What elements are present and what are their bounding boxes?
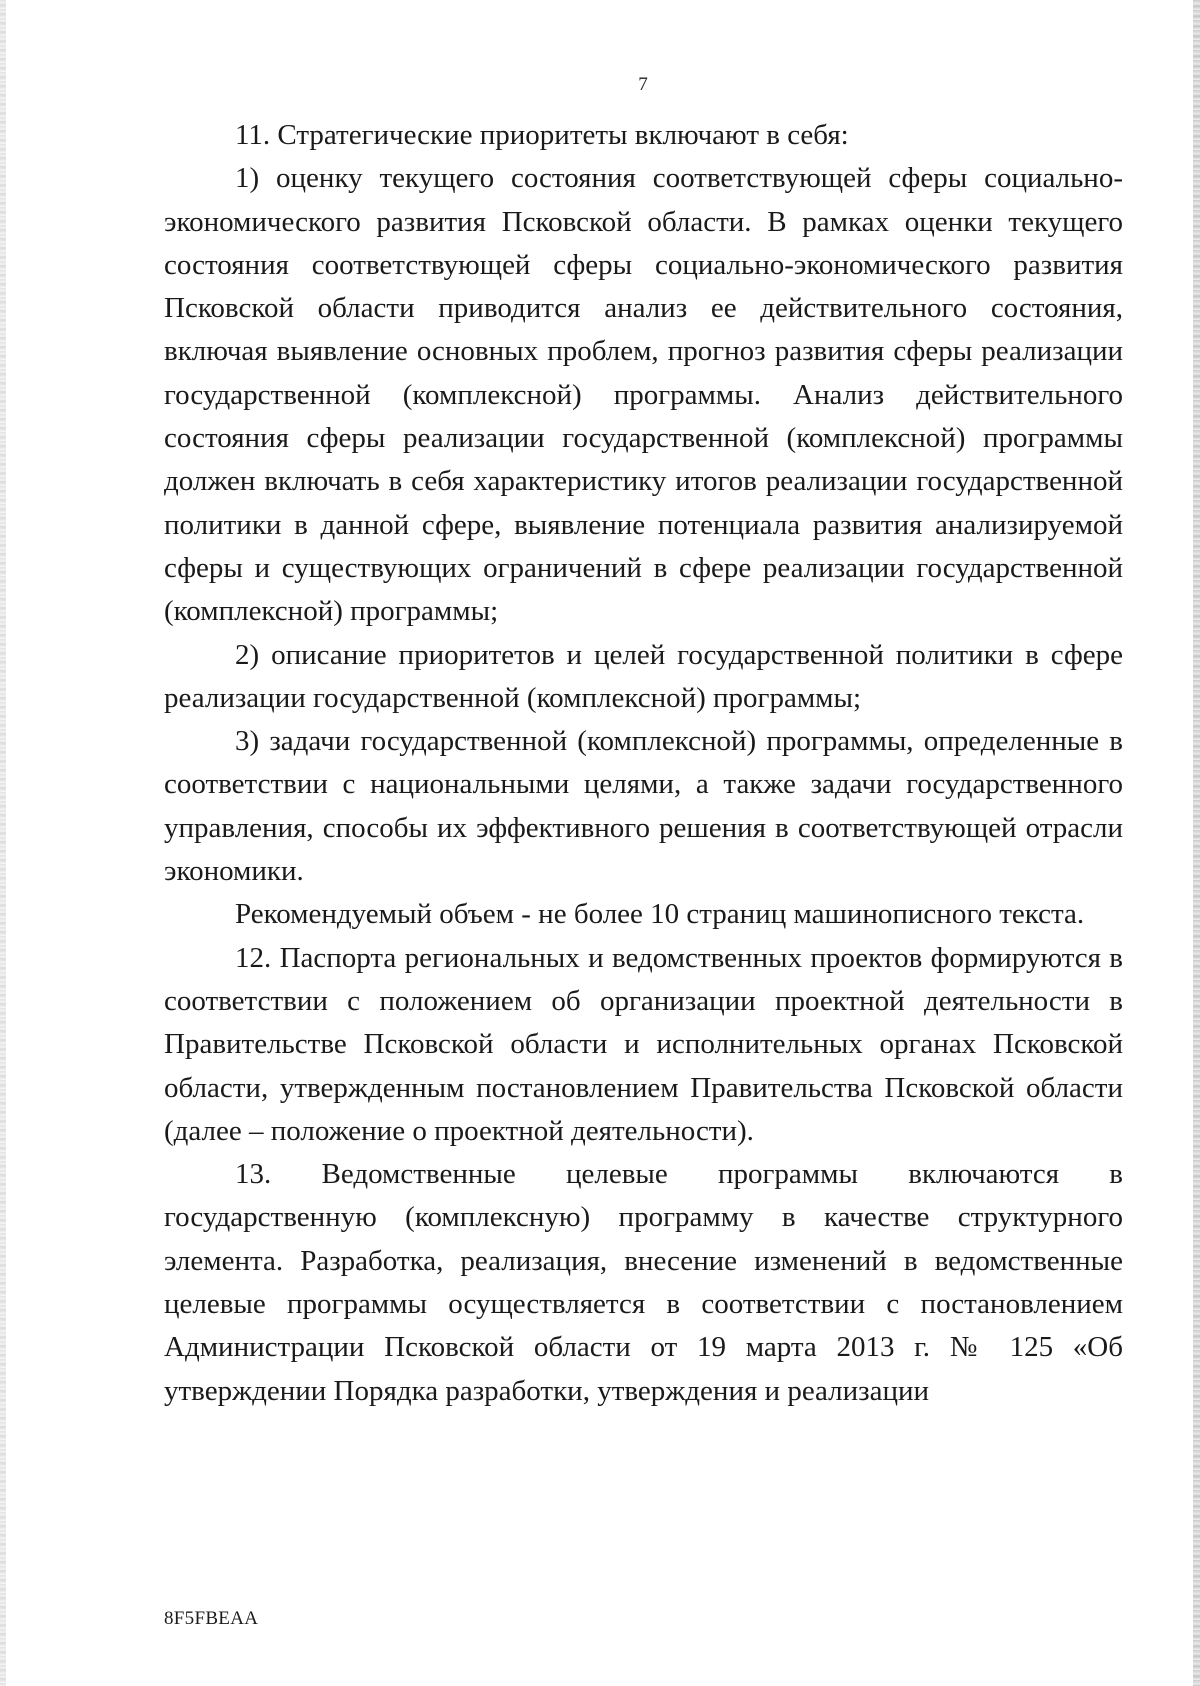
- document-body: [164, 114, 1123, 1413]
- paragraph-13: 13. Ведомственные целевые программы включаются в государственную (комплексную) программу в качестве структурного элемента. Разработка, реализация, внесение изменений в ведомственные целевые программы осуществляется в соответствии с постановлением Администрации Псковской области от 19 марта 2013 г. № 125 «Об утверждении Порядка разработки, утверждения и реализации: [164, 1158, 1123, 1407]
- paragraph-item-3: 3) задачи государственной (комплексной) программы, определенные в соответствии с национальными целями, а также задачи государственного управления, способы их эффективного решения в соответствующей отрасли экономики.: [164, 725, 1123, 888]
- paragraph-recommended-volume: Рекомендуемый объем - не более 10 страниц машинописного текста.: [235, 898, 1085, 931]
- document-code: 8F5FBEAA: [164, 1608, 259, 1629]
- paragraph-12: 12. Паспорта региональных и ведомственных проектов формируются в соответствии с положением об организации проектной деятельности в Правительстве Псковской области и исполнительных органах Псковской области, утвержденным постановлением Правительства Псковской области (далее – положение о проектной деятельности).: [164, 941, 1123, 1147]
- page-number: 7: [638, 74, 648, 95]
- paragraph-item-2: 2) описание приоритетов и целей государственной политики в сфере реализации государственной (комплексной) программы;: [164, 638, 1123, 714]
- paragraph-item-1: 1) оценку текущего состояния соответствующей сферы социально-экономического развития Псковской области. В рамках оценки текущего состояния соответствующей сферы социально-экономического развития Псковской области приводится анализ ее действительного состояния, включая выявление основных проблем, прогноз развития сферы реализации государственной (комплексной) программы. Анализ действительного состояния сферы реализации государственной (комплексной) программы должен включать в себя характеристику итогов реализации государственной политики в данной сфере, выявление потенциала развития анализируемой сферы и существующих ограничений в сфере реализации государственной (комплексной) программы;: [164, 162, 1123, 628]
- scan-edge-right: [1193, 0, 1200, 1686]
- scan-edge-left: [0, 0, 6, 1686]
- paragraph-11-intro: 11. Стратегические приоритеты включают в себя:: [235, 119, 849, 151]
